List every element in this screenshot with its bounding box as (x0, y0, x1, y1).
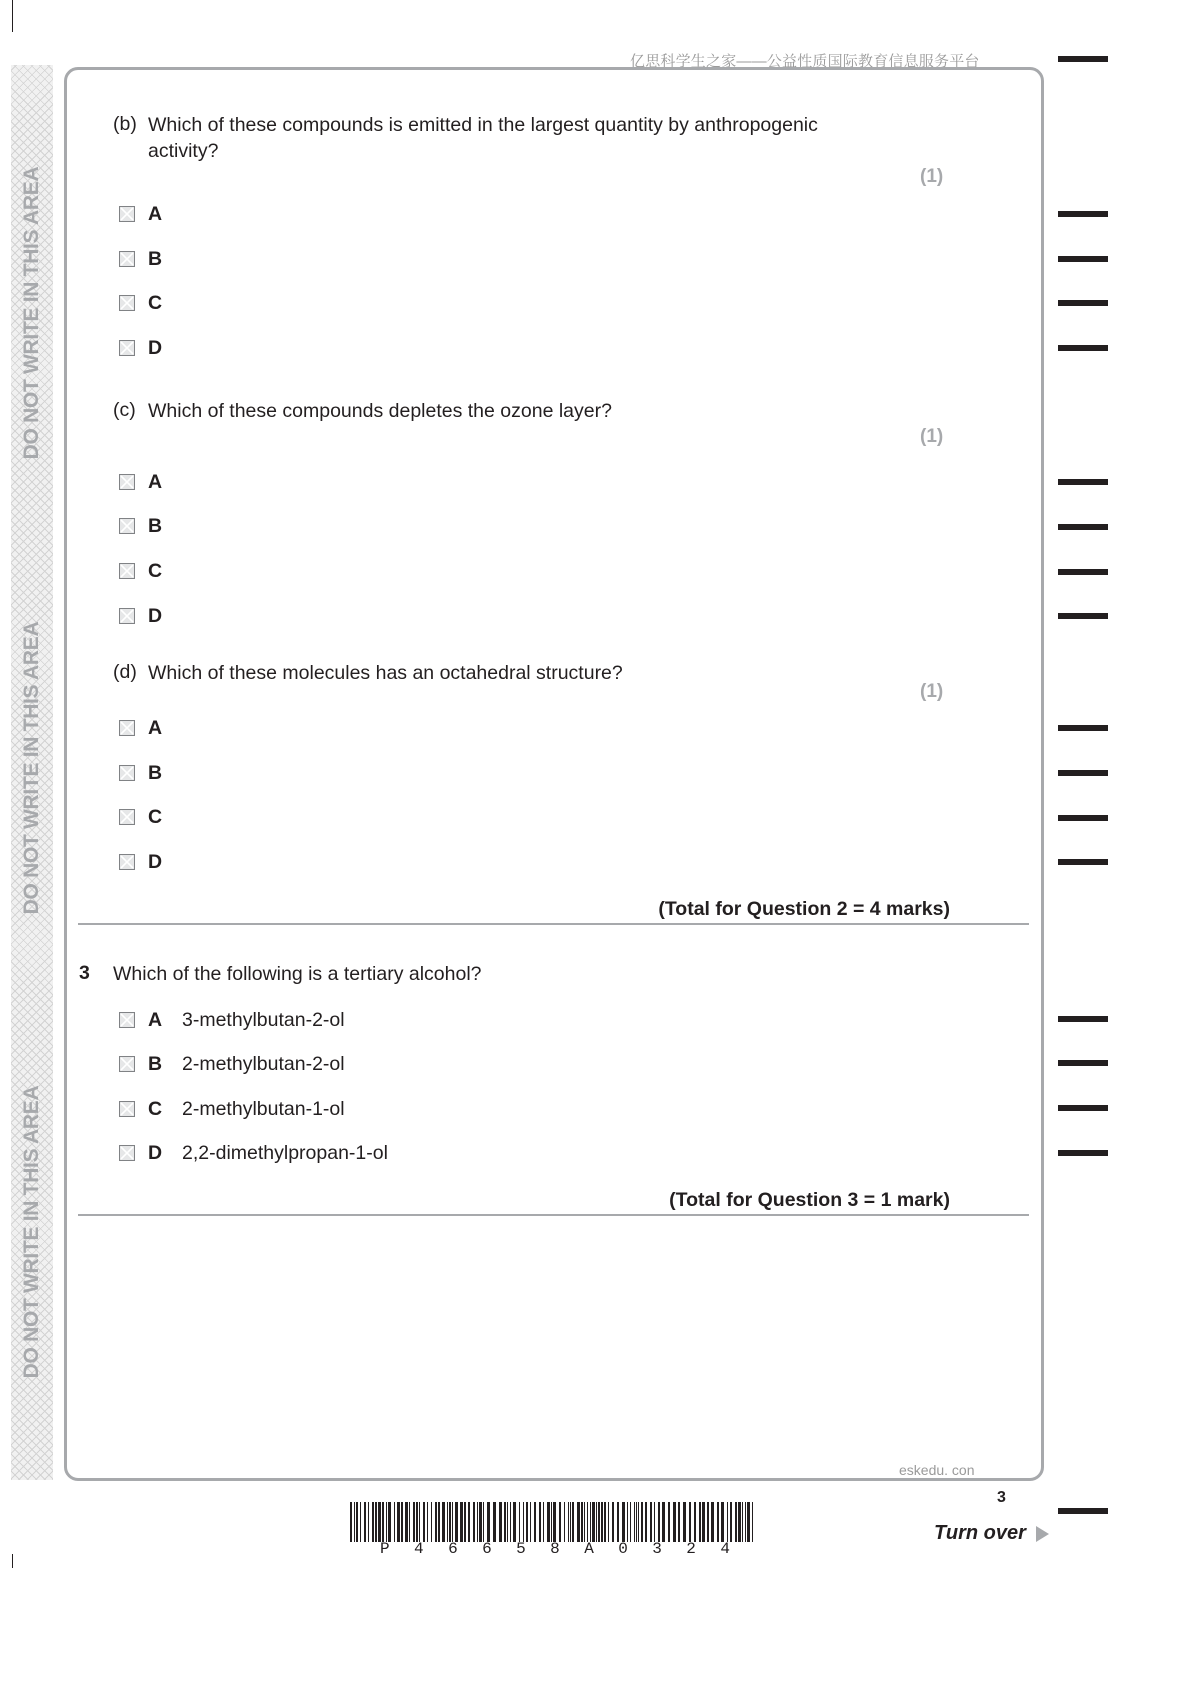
barcode-bar (645, 1502, 647, 1542)
barcode-bar (601, 1502, 603, 1542)
barcode-bar (604, 1502, 606, 1542)
barcode-bar (382, 1502, 384, 1542)
answer-option[interactable] (119, 514, 182, 538)
timing-mark (1058, 569, 1108, 575)
cross-box-icon (120, 207, 134, 221)
cross-box-icon (120, 855, 134, 869)
barcode-digit: 0 (618, 1540, 628, 1558)
barcode-bar (622, 1502, 625, 1542)
barcode-bar (584, 1502, 585, 1542)
option-letter: A (148, 202, 163, 225)
barcode-bar (617, 1502, 619, 1542)
answer-checkbox[interactable] (119, 1145, 135, 1161)
option-text: 2,2-dimethylpropan-1-ol (182, 1141, 388, 1164)
option-text: 2-methylbutan-1-ol (182, 1097, 345, 1120)
barcode-bar (592, 1502, 595, 1542)
question-text: Which of these molecules has an octahedral structure? (148, 662, 623, 684)
question-total: (Total for Question 2 = 4 marks) (658, 898, 950, 920)
cross-box-icon (120, 475, 134, 489)
option-letter: B (148, 761, 163, 784)
answer-option[interactable] (119, 336, 182, 360)
header-watermark: 亿思科学生之家——公益性质国际教育信息服务平台 (630, 53, 980, 70)
question-text-line: activity? (148, 140, 219, 162)
timing-mark (1058, 815, 1108, 821)
barcode-bar (735, 1502, 737, 1542)
barcode-bar (636, 1502, 637, 1542)
barcode-bar (730, 1502, 732, 1542)
timing-mark (1058, 725, 1108, 731)
barcode-bar (507, 1502, 508, 1542)
marks-indicator: (1) (920, 426, 944, 447)
barcode-bar (477, 1502, 478, 1542)
barcode-bar (590, 1502, 591, 1542)
barcode-bar (483, 1502, 484, 1542)
option-letter: B (148, 1052, 163, 1075)
barcode-bar (547, 1502, 550, 1542)
barcode-bar (699, 1502, 701, 1542)
cross-box-icon (120, 810, 134, 824)
barcode-digit: 4 (720, 1540, 730, 1558)
option-letter: C (148, 805, 163, 828)
barcode-bar (534, 1502, 536, 1542)
arrow-right-icon (1036, 1526, 1049, 1542)
barcode-bar (375, 1502, 377, 1542)
barcode-bar (504, 1502, 506, 1542)
barcode-bar (654, 1502, 655, 1542)
option-letter: B (148, 247, 163, 270)
cross-box-icon (120, 1057, 134, 1071)
divider (78, 923, 1029, 925)
barcode-bar (493, 1502, 496, 1542)
answer-option[interactable] (119, 716, 182, 740)
barcode-bar (368, 1502, 369, 1542)
timing-mark (1058, 613, 1108, 619)
timing-mark (1058, 56, 1108, 62)
barcode-digit: 4 (414, 1540, 424, 1558)
question-total: (Total for Question 3 = 1 mark) (669, 1189, 950, 1211)
barcode-bar (431, 1502, 432, 1542)
barcode-bar (419, 1502, 420, 1542)
cross-box-icon (120, 1013, 134, 1027)
question-number: 3 (79, 962, 90, 984)
timing-mark (1058, 479, 1108, 485)
cross-box-icon (120, 341, 134, 355)
barcode-digit: 3 (652, 1540, 662, 1558)
barcode-bar (577, 1502, 580, 1542)
option-letter: D (148, 850, 163, 873)
barcode-bar (386, 1502, 387, 1542)
barcode-digit: 8 (550, 1540, 560, 1558)
question-text: Which of these compounds depletes the ozone layer? (148, 400, 612, 422)
barcode-bar (553, 1502, 556, 1542)
barcode-bar (702, 1502, 705, 1542)
barcode-bar (752, 1502, 753, 1542)
option-letter: A (148, 470, 163, 493)
cross-box-icon (120, 564, 134, 578)
barcode-bar (452, 1502, 453, 1542)
timing-mark (1058, 1016, 1108, 1022)
barcode-bar (378, 1502, 381, 1542)
barcode-bar (499, 1502, 502, 1542)
barcode-bar (572, 1502, 574, 1542)
option-letter: D (148, 1141, 163, 1164)
barcode-bar (678, 1502, 680, 1542)
answer-checkbox[interactable] (119, 295, 135, 311)
barcode-bar (427, 1502, 428, 1542)
timing-mark (1058, 1060, 1108, 1066)
footer-watermark: eskedu. con (899, 1462, 975, 1478)
barcode-bar (513, 1502, 516, 1542)
timing-mark (1058, 256, 1108, 262)
barcode-bar (519, 1502, 520, 1542)
answer-option[interactable] (119, 1097, 345, 1121)
option-text: 2-methylbutan-2-ol (182, 1052, 345, 1075)
barcode-bar (662, 1502, 665, 1542)
answer-option[interactable] (119, 1008, 345, 1032)
barcode-bar (738, 1502, 741, 1542)
option-letter: D (148, 604, 163, 627)
margin-warning: DO NOT WRITE IN THIS AREA (20, 166, 43, 460)
barcode-bar (510, 1502, 511, 1542)
answer-checkbox[interactable] (119, 1101, 135, 1117)
barcode-bar (401, 1502, 403, 1542)
barcode-bar (409, 1502, 410, 1542)
cross-box-icon (120, 766, 134, 780)
barcode-bar (464, 1502, 466, 1542)
barcode-digit: 5 (516, 1540, 526, 1558)
answer-checkbox[interactable] (119, 251, 135, 267)
barcode-bar (630, 1502, 631, 1542)
question-text: Which of the following is a tertiary alcohol? (113, 963, 482, 985)
question-label: (d) (113, 661, 137, 683)
barcode-bar (449, 1502, 451, 1542)
cross-box-icon (120, 609, 134, 623)
barcode-digit: 2 (686, 1540, 696, 1558)
option-text: 3-methylbutan-2-ol (182, 1008, 345, 1031)
barcode-bar (650, 1502, 652, 1542)
barcode-bar (727, 1502, 728, 1542)
cross-box-icon (120, 296, 134, 310)
timing-mark (1058, 1150, 1108, 1156)
barcode-bar (435, 1502, 437, 1542)
option-letter: A (148, 716, 163, 739)
margin-warning: DO NOT WRITE IN THIS AREA (20, 621, 43, 915)
barcode-bar (539, 1502, 541, 1542)
answer-checkbox[interactable] (119, 720, 135, 736)
timing-mark (1058, 770, 1108, 776)
question-label: (b) (113, 113, 137, 135)
timing-mark (1058, 859, 1108, 865)
barcode-bar (356, 1502, 358, 1542)
answer-option[interactable] (119, 1141, 388, 1165)
barcode-digits (380, 1540, 730, 1558)
answer-frame (64, 67, 1044, 1481)
option-letter: C (148, 291, 163, 314)
answer-checkbox[interactable] (119, 518, 135, 534)
barcode-bar (596, 1502, 597, 1542)
cross-box-icon (120, 1146, 134, 1160)
marks-indicator: (1) (920, 681, 944, 702)
barcode-bar (683, 1502, 686, 1542)
barcode (350, 1502, 755, 1542)
barcode-bar (364, 1502, 366, 1542)
divider (78, 1214, 1029, 1216)
cross-box-icon (120, 721, 134, 735)
option-letter: D (148, 336, 163, 359)
barcode-bar (551, 1502, 552, 1542)
cross-box-icon (120, 1102, 134, 1116)
answer-option[interactable] (119, 1052, 345, 1076)
barcode-digit: 6 (482, 1540, 492, 1558)
marks-indicator: (1) (920, 166, 944, 187)
barcode-bar (638, 1502, 639, 1542)
barcode-bar (360, 1502, 361, 1542)
barcode-bar (447, 1502, 448, 1542)
barcode-bar (694, 1502, 696, 1542)
option-letter: C (148, 1097, 163, 1120)
answer-option[interactable] (119, 470, 182, 494)
barcode-bar (394, 1502, 395, 1542)
answer-checkbox[interactable] (119, 608, 135, 624)
barcode-digit: A (584, 1540, 594, 1558)
cross-box-icon (120, 519, 134, 533)
barcode-bar (523, 1502, 524, 1542)
answer-option[interactable] (119, 850, 182, 874)
barcode-bar (627, 1502, 628, 1542)
timing-mark (1058, 1508, 1108, 1514)
barcode-bar (526, 1502, 528, 1542)
barcode-digit: 6 (448, 1540, 458, 1558)
answer-option[interactable] (119, 761, 182, 785)
timing-mark (1058, 211, 1108, 217)
barcode-bar (442, 1502, 445, 1542)
barcode-digit: P (380, 1540, 390, 1558)
option-letter: B (148, 514, 163, 537)
barcode-bar (711, 1502, 714, 1542)
barcode-bar (350, 1502, 352, 1542)
barcode-bar (388, 1502, 391, 1542)
answer-checkbox[interactable] (119, 563, 135, 579)
barcode-bar (559, 1502, 561, 1542)
crop-mark (0, 0, 13, 32)
barcode-bar (641, 1502, 643, 1542)
barcode-bar (598, 1502, 600, 1542)
answer-checkbox[interactable] (119, 809, 135, 825)
barcode-bar (721, 1502, 724, 1542)
barcode-bar (612, 1502, 614, 1542)
answer-checkbox[interactable] (119, 340, 135, 356)
barcode-bar (405, 1502, 408, 1542)
timing-mark (1058, 1105, 1108, 1111)
barcode-bar (658, 1502, 660, 1542)
barcode-bar (479, 1502, 482, 1542)
answer-checkbox[interactable] (119, 474, 135, 490)
barcode-bar (564, 1502, 565, 1542)
answer-checkbox[interactable] (119, 765, 135, 781)
barcode-bar (717, 1502, 719, 1542)
answer-option[interactable] (119, 805, 182, 829)
barcode-bar (570, 1502, 571, 1542)
answer-option[interactable] (119, 247, 182, 271)
margin-warning: DO NOT WRITE IN THIS AREA (20, 1085, 43, 1379)
barcode-bar (707, 1502, 709, 1542)
answer-option[interactable] (119, 604, 182, 628)
barcode-bar (372, 1502, 374, 1542)
barcode-bar (460, 1502, 463, 1542)
question-text-line: Which of these compounds is emitted in the largest quantity by anthropogenic (148, 114, 818, 136)
question-label: (c) (113, 399, 136, 421)
barcode-bar (673, 1502, 676, 1542)
barcode-bar (423, 1502, 425, 1542)
barcode-bar (747, 1502, 750, 1542)
barcode-bar (587, 1502, 588, 1542)
timing-mark (1058, 524, 1108, 530)
page-number: 3 (997, 1489, 1006, 1506)
barcode-bar (416, 1502, 418, 1542)
barcode-bar (634, 1502, 635, 1542)
turn-over (934, 1522, 1049, 1545)
answer-checkbox[interactable] (119, 206, 135, 222)
answer-option[interactable] (119, 559, 182, 583)
barcode-bar (455, 1502, 458, 1542)
answer-option[interactable] (119, 202, 182, 226)
answer-option[interactable] (119, 291, 182, 315)
option-letter: C (148, 559, 163, 582)
answer-checkbox[interactable] (119, 854, 135, 870)
timing-mark (1058, 345, 1108, 351)
barcode-bar (354, 1502, 355, 1542)
barcode-bar (668, 1502, 670, 1542)
answer-checkbox[interactable] (119, 1012, 135, 1028)
barcode-bar (543, 1502, 544, 1542)
barcode-bar (413, 1502, 415, 1542)
barcode-bar (530, 1502, 531, 1542)
barcode-bar (689, 1502, 691, 1542)
crop-mark (0, 1554, 13, 1568)
turn-over-label: Turn over (934, 1522, 1026, 1544)
barcode-bar (487, 1502, 490, 1542)
barcode-bar (608, 1502, 609, 1542)
answer-checkbox[interactable] (119, 1056, 135, 1072)
barcode-bar (742, 1502, 743, 1542)
barcode-bar (438, 1502, 440, 1542)
barcode-bar (473, 1502, 475, 1542)
timing-mark (1058, 300, 1108, 306)
barcode-bar (581, 1502, 583, 1542)
barcode-bar (568, 1502, 569, 1542)
barcode-bar (468, 1502, 470, 1542)
option-letter: A (148, 1008, 163, 1031)
barcode-bar (745, 1502, 746, 1542)
question-text (148, 112, 818, 164)
barcode-bar (397, 1502, 400, 1542)
cross-box-icon (120, 252, 134, 266)
